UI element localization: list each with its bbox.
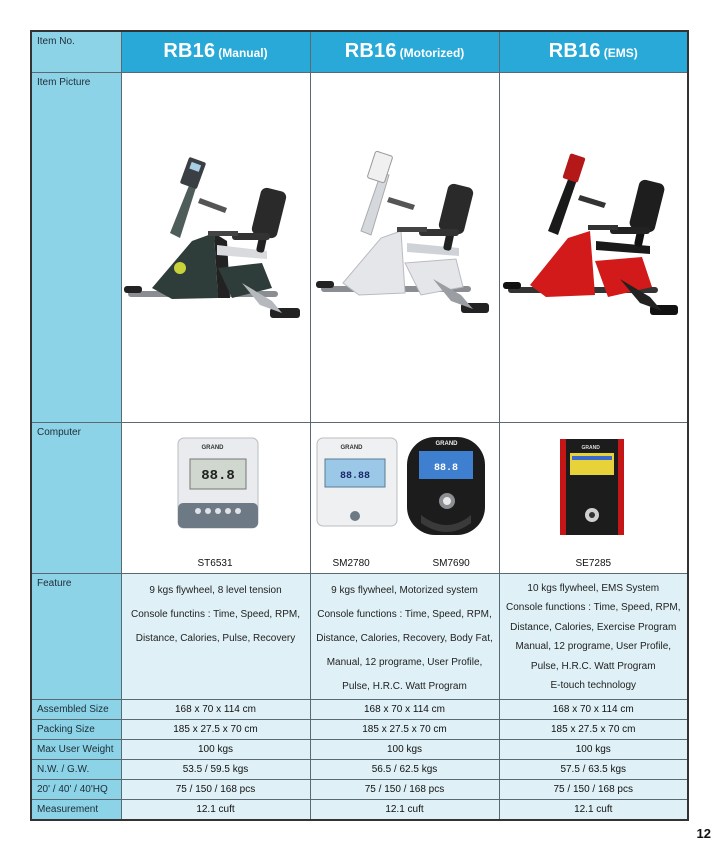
spec-value: 53.5 / 59.5 kgs [121,759,310,779]
feature-line: Distance, Calories, Pulse, Recovery [135,632,296,644]
features-manual [121,573,310,699]
recumbent-bike-manual-image [122,73,310,421]
spec-value: 100 kgs [310,739,499,759]
console-code-sm2780: SM2780 [332,557,370,569]
feature-line: Console functins : Time, Speed, RPM, [131,608,300,620]
bike-picture-manual [121,72,310,422]
model-variant: (Manual) [218,46,268,61]
spec-value: 12.1 cuft [121,799,310,820]
page-number: 12 [696,826,711,841]
spec-label-weight: N.W. / G.W. [31,759,121,779]
spec-value: 57.5 / 63.5 kgs [499,759,688,779]
model-name: RB16 [548,40,601,63]
spec-value: 168 x 70 x 114 cm [121,699,310,719]
svg-text:88.88: 88.88 [339,470,370,482]
svg-text:88.8: 88.8 [200,467,235,484]
feature-line: Manual, 12 programe, User Profile, [326,656,483,668]
spec-value: 12.1 cuft [499,799,688,820]
model-variant: (EMS) [603,46,638,61]
feature-line: Console functions : Time, Speed, RPM, [317,608,492,620]
bike-picture-motorized [310,72,499,422]
spec-value: 56.5 / 62.5 kgs [310,759,499,779]
model-name: RB16 [344,40,397,63]
feature-line: Pulse, H.R.C. Watt Program [530,660,656,672]
spec-value: 168 x 70 x 114 cm [310,699,499,719]
model-header-ems [499,31,688,72]
model-header-motorized [310,31,499,72]
console-st6531-image [122,423,310,553]
feature-line: E-touch technology [550,680,637,691]
item-picture-label: Item Picture [31,72,121,422]
spec-table [30,30,689,821]
spec-label-packing-size: Packing Size [31,719,121,739]
spec-value: 75 / 150 / 168 pcs [121,779,310,799]
item-no-label: Item No. [31,31,121,72]
spec-label-max-user-weight: Max User Weight [31,739,121,759]
computer-ems [499,422,688,573]
feature-line: Manual, 12 programe, User Profile, [515,641,672,652]
spec-value: 100 kgs [499,739,688,759]
spec-value: 168 x 70 x 114 cm [499,699,688,719]
spec-label-container-load: 20' / 40' / 40'HQ [31,779,121,799]
spec-label-assembled-size: Assembled Size [31,699,121,719]
console-brand: GRAND [435,440,458,447]
console-code-st6531: ST6531 [197,557,233,569]
console-code-se7285: SE7285 [575,557,612,569]
console-se7285-image [500,423,688,553]
feature-line: Distance, Calories, Exercise Program [510,621,677,633]
computer-motorized [310,422,499,573]
recumbent-bike-ems-image [500,73,688,421]
model-variant: (Motorized) [399,46,465,61]
model-header-manual [121,31,310,72]
computer-label: Computer [31,422,121,573]
features-ems [499,573,688,699]
feature-line: 10 kgs flywheel, EMS System [527,582,660,594]
spec-value: 185 x 27.5 x 70 cm [121,719,310,739]
feature-line: 9 kgs flywheel, Motorized system [331,584,478,596]
spec-value: 12.1 cuft [310,799,499,820]
console-brand: GRAND [581,444,600,451]
recumbent-bike-motorized-image [311,73,499,421]
feature-line: Console functions : Time, Speed, RPM, [505,602,681,613]
spec-value: 185 x 27.5 x 70 cm [310,719,499,739]
computer-manual [121,422,310,573]
feature-line: Distance, Calories, Recovery, Body Fat, [316,632,493,644]
spec-value: 185 x 27.5 x 70 cm [499,719,688,739]
console-brand: GRAND [340,444,363,451]
spec-value: 75 / 150 / 168 pcs [310,779,499,799]
spec-label-measurement: Measurement [31,799,121,820]
console-code-sm7690: SM7690 [432,557,470,569]
svg-text:88.8: 88.8 [433,462,458,474]
console-brand: GRAND [201,444,224,451]
bike-picture-ems [499,72,688,422]
feature-line: Pulse, H.R.C. Watt Program [342,680,467,692]
model-name: RB16 [163,40,216,63]
spec-value: 75 / 150 / 168 pcs [499,779,688,799]
feature-label: Feature [31,573,121,699]
spec-value: 100 kgs [121,739,310,759]
console-sm2780-sm7690-image [311,423,499,553]
feature-line: 9 kgs flywheel, 8 level tension [149,584,282,596]
features-motorized [310,573,499,699]
